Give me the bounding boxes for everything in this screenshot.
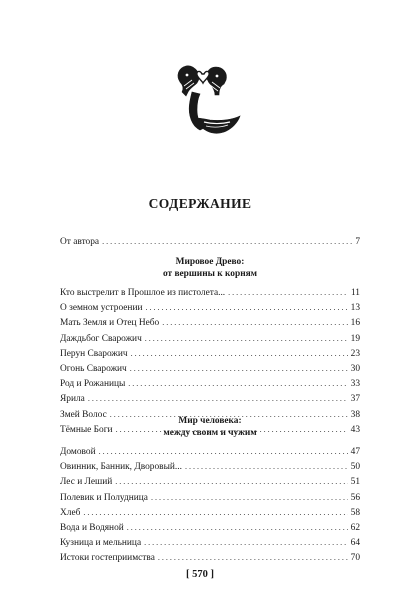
toc-row[interactable] bbox=[60, 444, 360, 459]
toc-entry-page: 7 bbox=[355, 237, 360, 247]
toc-entry-title: Истоки гостеприимства bbox=[60, 553, 155, 564]
horse-ladle-ornament-icon bbox=[160, 58, 250, 148]
toc-entry-title: Род и Рожаницы bbox=[60, 379, 126, 390]
toc-row[interactable] bbox=[60, 505, 360, 520]
dot-leader bbox=[145, 300, 347, 315]
toc-entry-title: Ярила bbox=[60, 394, 85, 405]
toc-entry-page: 70 bbox=[350, 553, 360, 564]
toc-entry-page: 30 bbox=[350, 363, 360, 374]
toc-row[interactable] bbox=[60, 361, 360, 376]
toc-entry-page: 19 bbox=[350, 333, 360, 344]
toc-entry-title: Тёмные Боги bbox=[60, 424, 113, 435]
toc-entry-page: 33 bbox=[350, 379, 360, 390]
toc-entry-title: Домовой bbox=[60, 447, 96, 457]
toc-row[interactable] bbox=[60, 391, 360, 406]
toc-entry-page: 56 bbox=[350, 492, 360, 503]
dot-leader bbox=[128, 376, 347, 391]
section-heading-line: от вершины к корням bbox=[162, 269, 258, 279]
toc-section-1 bbox=[60, 256, 360, 437]
toc-entry-title: Даждьбог Сварожич bbox=[60, 333, 142, 344]
section-heading-line: Мировое Древо: bbox=[175, 257, 245, 267]
toc-entry-title: Огонь Сварожич bbox=[60, 363, 127, 374]
toc-entry-title: Лес и Леший bbox=[60, 477, 113, 488]
dot-leader bbox=[145, 331, 348, 346]
toc-section-2 bbox=[60, 415, 360, 566]
section-heading bbox=[60, 256, 360, 280]
toc-entry-page: 37 bbox=[350, 394, 360, 405]
toc-entry-page: 43 bbox=[350, 424, 360, 435]
toc-row[interactable] bbox=[60, 550, 360, 565]
toc-row[interactable] bbox=[60, 520, 360, 535]
dot-leader bbox=[88, 391, 348, 406]
toc-entry-title: От автора bbox=[60, 237, 100, 247]
toc-entry-title: Перун Сварожич bbox=[60, 348, 128, 359]
toc-entry-title: Змей Волос bbox=[60, 409, 107, 420]
dot-leader bbox=[151, 490, 348, 505]
dot-leader bbox=[158, 550, 348, 565]
toc-entry-page: 11 bbox=[350, 288, 360, 298]
dot-leader bbox=[102, 234, 352, 249]
toc-entry-title: О земном устроении bbox=[60, 303, 143, 314]
dot-leader bbox=[99, 444, 348, 459]
dot-leader bbox=[162, 315, 347, 330]
toc-row[interactable] bbox=[60, 234, 360, 249]
toc-entry-page: 51 bbox=[350, 477, 360, 488]
dot-leader bbox=[115, 474, 347, 489]
dot-leader bbox=[131, 346, 348, 361]
toc-entry-page: 50 bbox=[350, 462, 360, 473]
toc-entry-page: 62 bbox=[350, 522, 360, 533]
toc-row[interactable] bbox=[60, 490, 360, 505]
toc-entry-title: Хлеб bbox=[60, 507, 81, 518]
toc-entry-page: 58 bbox=[350, 507, 360, 518]
toc-row[interactable] bbox=[60, 474, 360, 489]
toc-entry-title: Кто выстрелит в Прошлое из пистолета... bbox=[60, 288, 226, 298]
toc-entry-page: 38 bbox=[350, 409, 360, 420]
toc-entry-title: Овинник, Банник, Дворовый... bbox=[60, 462, 182, 473]
dot-leader bbox=[185, 459, 348, 474]
toc-row[interactable] bbox=[60, 459, 360, 474]
page-number: [ 570 ] bbox=[186, 569, 214, 580]
toc-row[interactable] bbox=[60, 315, 360, 330]
toc-entry-title: Вода и Водяной bbox=[60, 522, 124, 533]
toc-entry-title: Мать Земля и Отец Небо bbox=[60, 318, 160, 329]
toc-row[interactable] bbox=[60, 285, 360, 300]
toc-entry-page: 64 bbox=[350, 538, 360, 549]
toc-row[interactable] bbox=[60, 535, 360, 550]
dot-leader bbox=[144, 535, 348, 550]
toc-entry-page: 23 bbox=[350, 348, 360, 359]
page-title: СОДЕРЖАНИЕ bbox=[148, 196, 252, 211]
dot-leader bbox=[130, 361, 348, 376]
section-heading bbox=[60, 415, 360, 439]
section-heading-line: Мир человека: bbox=[178, 416, 242, 426]
dot-leader bbox=[228, 285, 348, 300]
toc-row[interactable] bbox=[60, 376, 360, 391]
toc-intro bbox=[60, 234, 360, 249]
section-heading-line: между своим и чужим bbox=[163, 428, 257, 438]
dot-leader bbox=[127, 520, 348, 535]
toc-entry-title: Кузница и мельница bbox=[60, 538, 142, 549]
toc-row[interactable] bbox=[60, 346, 360, 361]
toc-entry-page: 16 bbox=[350, 318, 360, 329]
dot-leader bbox=[83, 505, 347, 520]
toc-entry-page: 47 bbox=[350, 447, 360, 457]
toc-entry-page: 13 bbox=[350, 303, 360, 314]
toc-row[interactable] bbox=[60, 331, 360, 346]
toc-row[interactable] bbox=[60, 300, 360, 315]
toc-entry-title: Полевик и Полудница bbox=[60, 492, 148, 503]
